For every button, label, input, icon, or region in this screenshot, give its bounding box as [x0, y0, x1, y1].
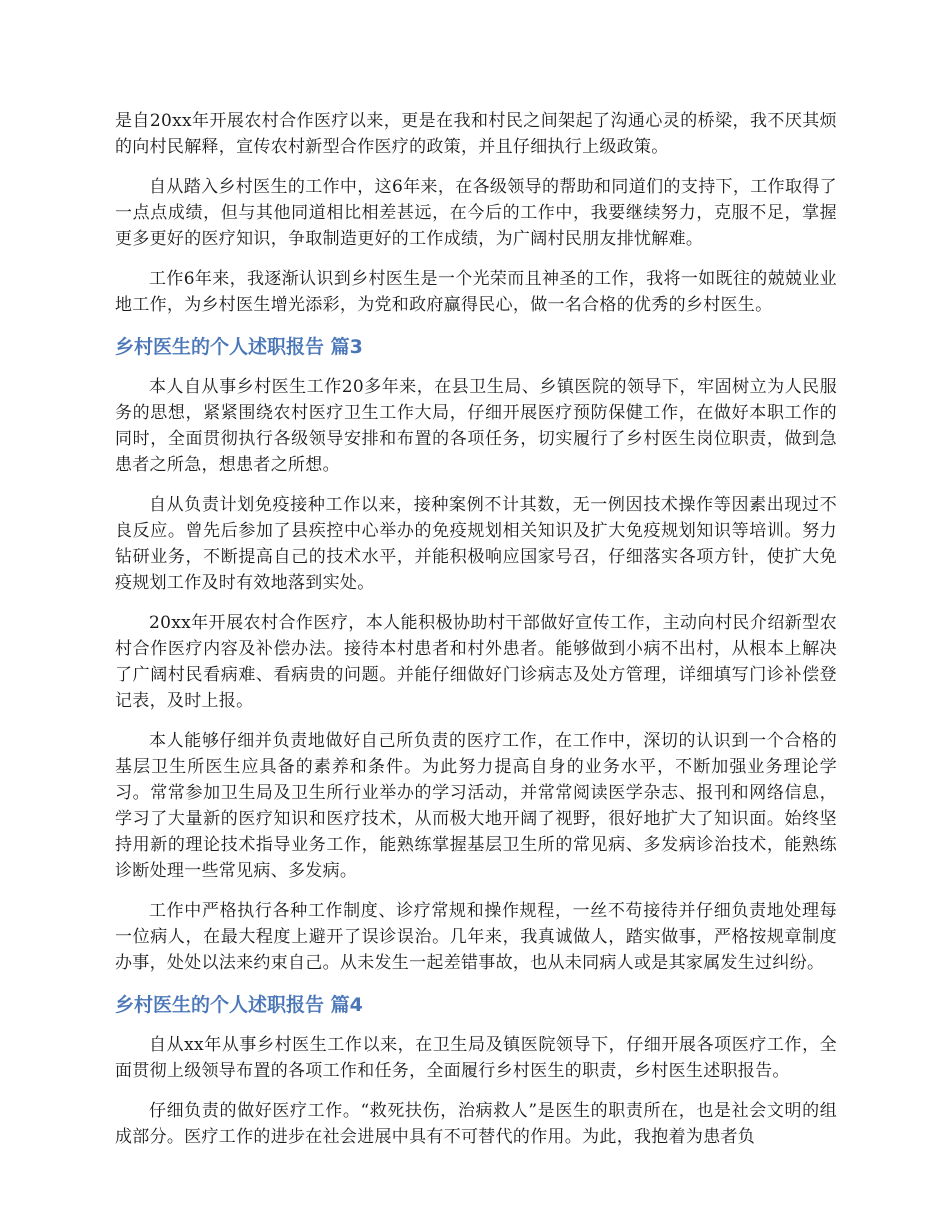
- document-page: [115, 108, 837, 1164]
- body-paragraph: 本人能够仔细并负责地做好自己所负责的医疗工作，在工作中，深切的认识到一个合格的基层卫生所医生应具备的素养和条件。为此努力提高自身的业务水平，不断加强业务理论学习。常常参加卫生局及卫生所行业举办的学习活动，并常常阅读医学杂志、报刊和网络信息，学习了大量新的医疗知识和医疗技术，从而极大地开阔了视野，很好地扩大了知识面。始终坚持用新的理论技术指导业务工作，能熟练掌握基层卫生所的常见病、多发病诊治技术，能熟练诊断处理一些常见病、多发病。: [115, 731, 837, 881]
- body-paragraph: 20xx年开展农村合作医疗，本人能积极协助村干部做好宣传工作，主动向村民介绍新型农村合作医疗内容及补偿办法。接待本村患者和村外患者。能够做到小病不出村，从根本上解决了广阔村民看病难、看病贵的问题。并能仔细做好门诊病志及处方管理，详细填写门诊补偿登记表，及时上报。: [115, 613, 837, 711]
- body-paragraph: 本人自从事乡村医生工作20多年来，在县卫生局、乡镇医院的领导下，牢固树立为人民服务的思想，紧紧围绕农村医疗卫生工作大局，仔细开展医疗预防保健工作，在做好本职工作的同时，全面贯彻执行各级领导安排和布置的各项任务，切实履行了乡村医生岗位职责，做到急患者之所急，想患者之所想。: [115, 377, 837, 475]
- body-paragraph: 工作中严格执行各种工作制度、诊疗常规和操作规程，一丝不苟接待并仔细负责地处理每一位病人，在最大程度上避开了误诊误治。几年来，我真诚做人，踏实做事，严格按规章制度办事，处处以法来约束自己。从未发生一起差错事故，也从未同病人或是其家属发生过纠纷。: [115, 901, 837, 973]
- body-paragraph: 是自20xx年开展农村合作医疗以来，更是在我和村民之间架起了沟通心灵的桥梁，我不厌其烦的向村民解释，宣传农村新型合作医疗的政策，并且仔细执行上级政策。: [115, 111, 837, 157]
- body-paragraph: 仔细负责的做好医疗工作。“救死扶伤，治病救人”是医生的职责所在，也是社会文明的组成部分。医疗工作的进步在社会进展中具有不可替代的作用。为此，我抱着为患者负: [115, 1101, 837, 1147]
- section-heading: 乡村医生的个人述职报告 篇4: [115, 994, 363, 1016]
- body-paragraph: 自从xx年从事乡村医生工作以来，在卫生局及镇医院领导下，仔细开展各项医疗工作，全面贯彻上级领导布置的各项工作和任务，全面履行乡村医生的职责，乡村医生述职报告。: [115, 1035, 837, 1081]
- section-heading: 乡村医生的个人述职报告 篇3: [115, 336, 363, 358]
- body-paragraph: 工作6年来，我逐渐认识到乡村医生是一个光荣而且神圣的工作，我将一如既往的兢兢业业地工作，为乡村医生增光添彩，为党和政府赢得民心，做一名合格的优秀的乡村医生。: [115, 269, 837, 315]
- body-paragraph: 自从负责计划免疫接种工作以来，接种案例不计其数，无一例因技术操作等因素出现过不良反应。曾先后参加了县疾控中心举办的免疫规划相关知识及扩大免疫规划知识等培训。努力钻研业务，不断提高自己的技术水平，并能积极响应国家号召，仔细落实各项方针，使扩大免疫规划工作及时有效地落到实处。: [115, 495, 837, 593]
- body-paragraph: 自从踏入乡村医生的工作中，这6年来，在各级领导的帮助和同道们的支持下，工作取得了一点点成绩，但与其他同道相比相差甚远，在今后的工作中，我要继续努力，克服不足，掌握更多更好的医疗知识，争取制造更好的工作成绩，为广阔村民朋友排忧解难。: [115, 177, 837, 249]
